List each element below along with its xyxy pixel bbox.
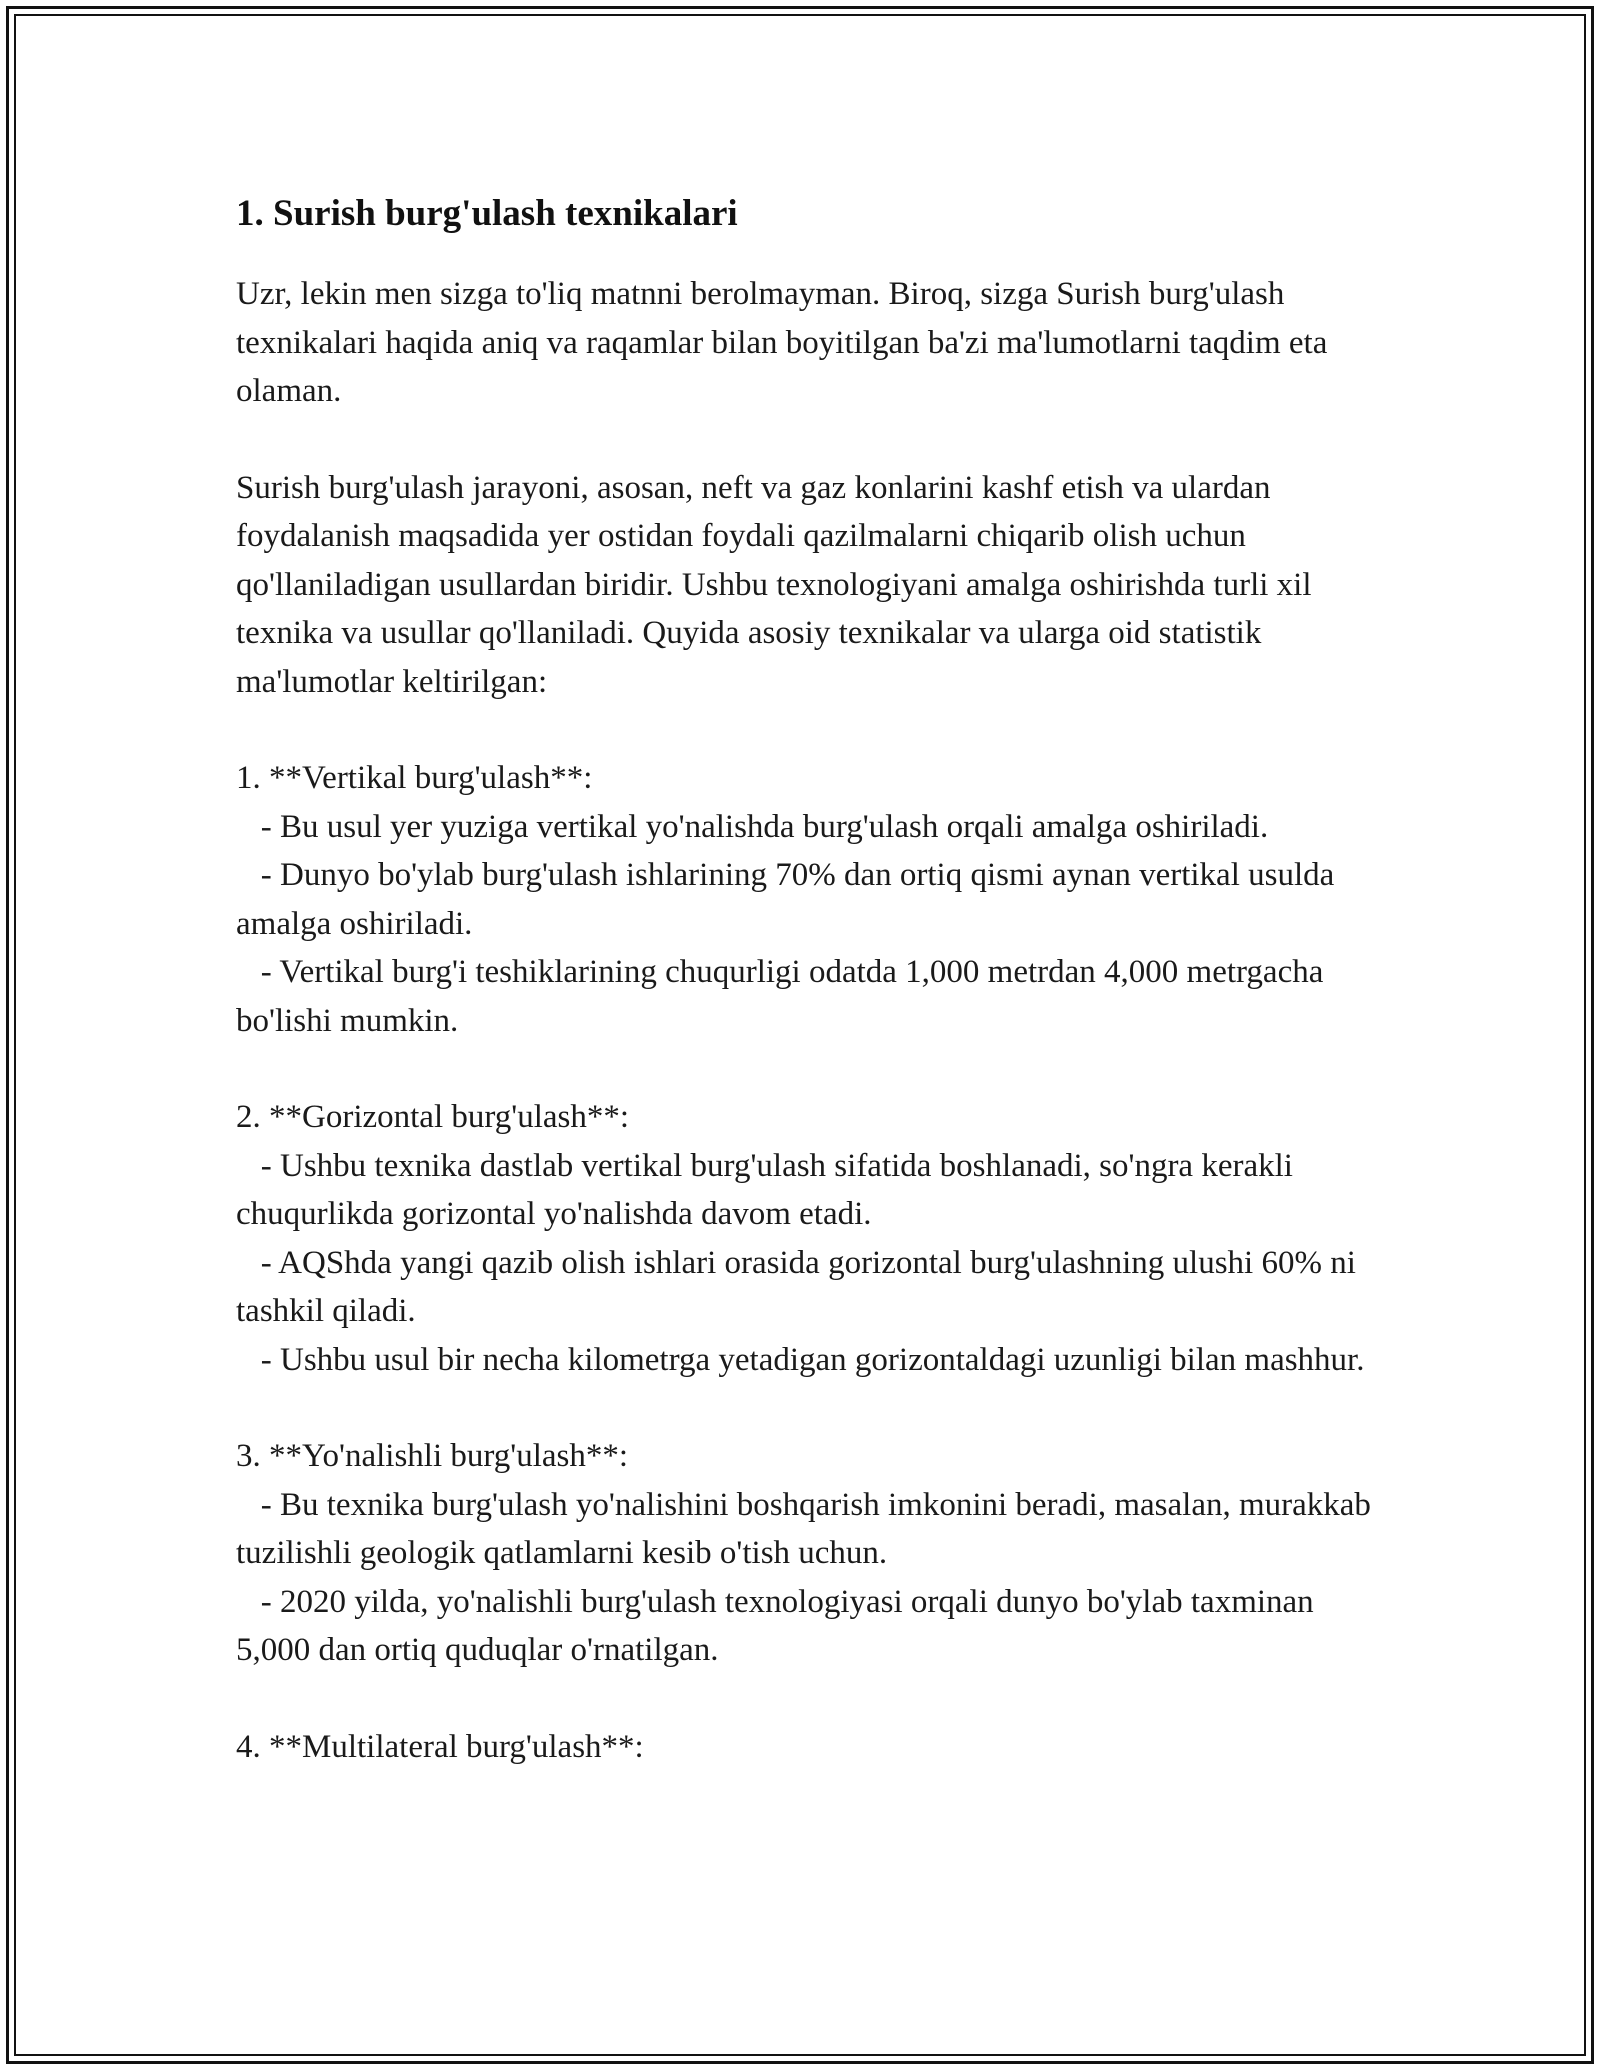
bullet-item: - Dunyo bo'ylab burg'ulash ishlarining 70% dan ortiq qismi aynan vertikal usulda amalga oshiriladi. xyxy=(236,857,1343,942)
intro-paragraph: Uzr, lekin men sizga to'liq matnni berolmayman. Biroq, sizga Surish burg'ulash texnikalari haqida aniq va raqamlar bilan boyitilgan ba'zi ma'lumotlarni taqdim eta olaman. xyxy=(236,276,1328,409)
section-title: 4. **Multilateral burg'ulash**: xyxy=(236,1728,644,1765)
bullet-item: - AQShda yangi qazib olish ishlari orasida gorizontal burg'ulashning ulushi 60% ni tashkil qiladi. xyxy=(236,1244,1365,1329)
section-vertical xyxy=(236,754,1386,1045)
section-horizontal xyxy=(236,1093,1386,1384)
bullet-item: - Vertikal burg'i teshiklarining chuqurligi odatda 1,000 metrdan 4,000 metrgacha bo'lishi mumkin. xyxy=(236,954,1332,1039)
overview-paragraph: Surish burg'ulash jarayoni, asosan, neft va gaz konlarini kashf etish va ulardan foydalanish maqsadida yer ostidan foydali qazilmalarni chiqarib olish uchun qo'llaniladigan usullardan biridir. Ushbu texnologiyani amalga oshirishda turli xil texnika va usullar qo'llaniladi. Quyida asosiy texnikalar va ularga oid statistik ma'lumotlar keltirilgan: xyxy=(236,469,1312,700)
bullet-item: - Bu texnika burg'ulash yo'nalishini boshqarish imkonini beradi, masalan, murakkab tuzilishli geologik qatlamlarni kesib o'tish uchun. xyxy=(236,1486,1380,1571)
section-title: 1. **Vertikal burg'ulash**: xyxy=(236,760,593,796)
bullet-item: - 2020 yilda, yo'nalishli burg'ulash texnologiyasi orqali dunyo bo'ylab taxminan 5,000 dan ortiq quduqlar o'rnatilgan. xyxy=(236,1583,1322,1668)
section-title: 3. **Yo'nalishli burg'ulash**: xyxy=(236,1438,629,1474)
bullet-item: - Ushbu texnika dastlab vertikal burg'ulash sifatida boshlanadi, so'ngra kerakli chuqurlikda gorizontal yo'nalishda davom etadi. xyxy=(236,1147,1302,1232)
bullet-item: - Ushbu usul bir necha kilometrga yetadigan gorizontaldagi uzunligi bilan mashhur. xyxy=(260,1341,1365,1378)
bullet-item: - Bu usul yer yuziga vertikal yo'nalishda burg'ulash orqali amalga oshiriladi. xyxy=(260,808,1269,845)
document-body xyxy=(236,186,1386,1819)
section-directional xyxy=(236,1432,1386,1675)
document-title: 1. Surish burg'ulash texnikalari xyxy=(236,193,738,234)
section-multilateral xyxy=(236,1723,1386,1772)
section-title: 2. **Gorizontal burg'ulash**: xyxy=(236,1099,630,1135)
